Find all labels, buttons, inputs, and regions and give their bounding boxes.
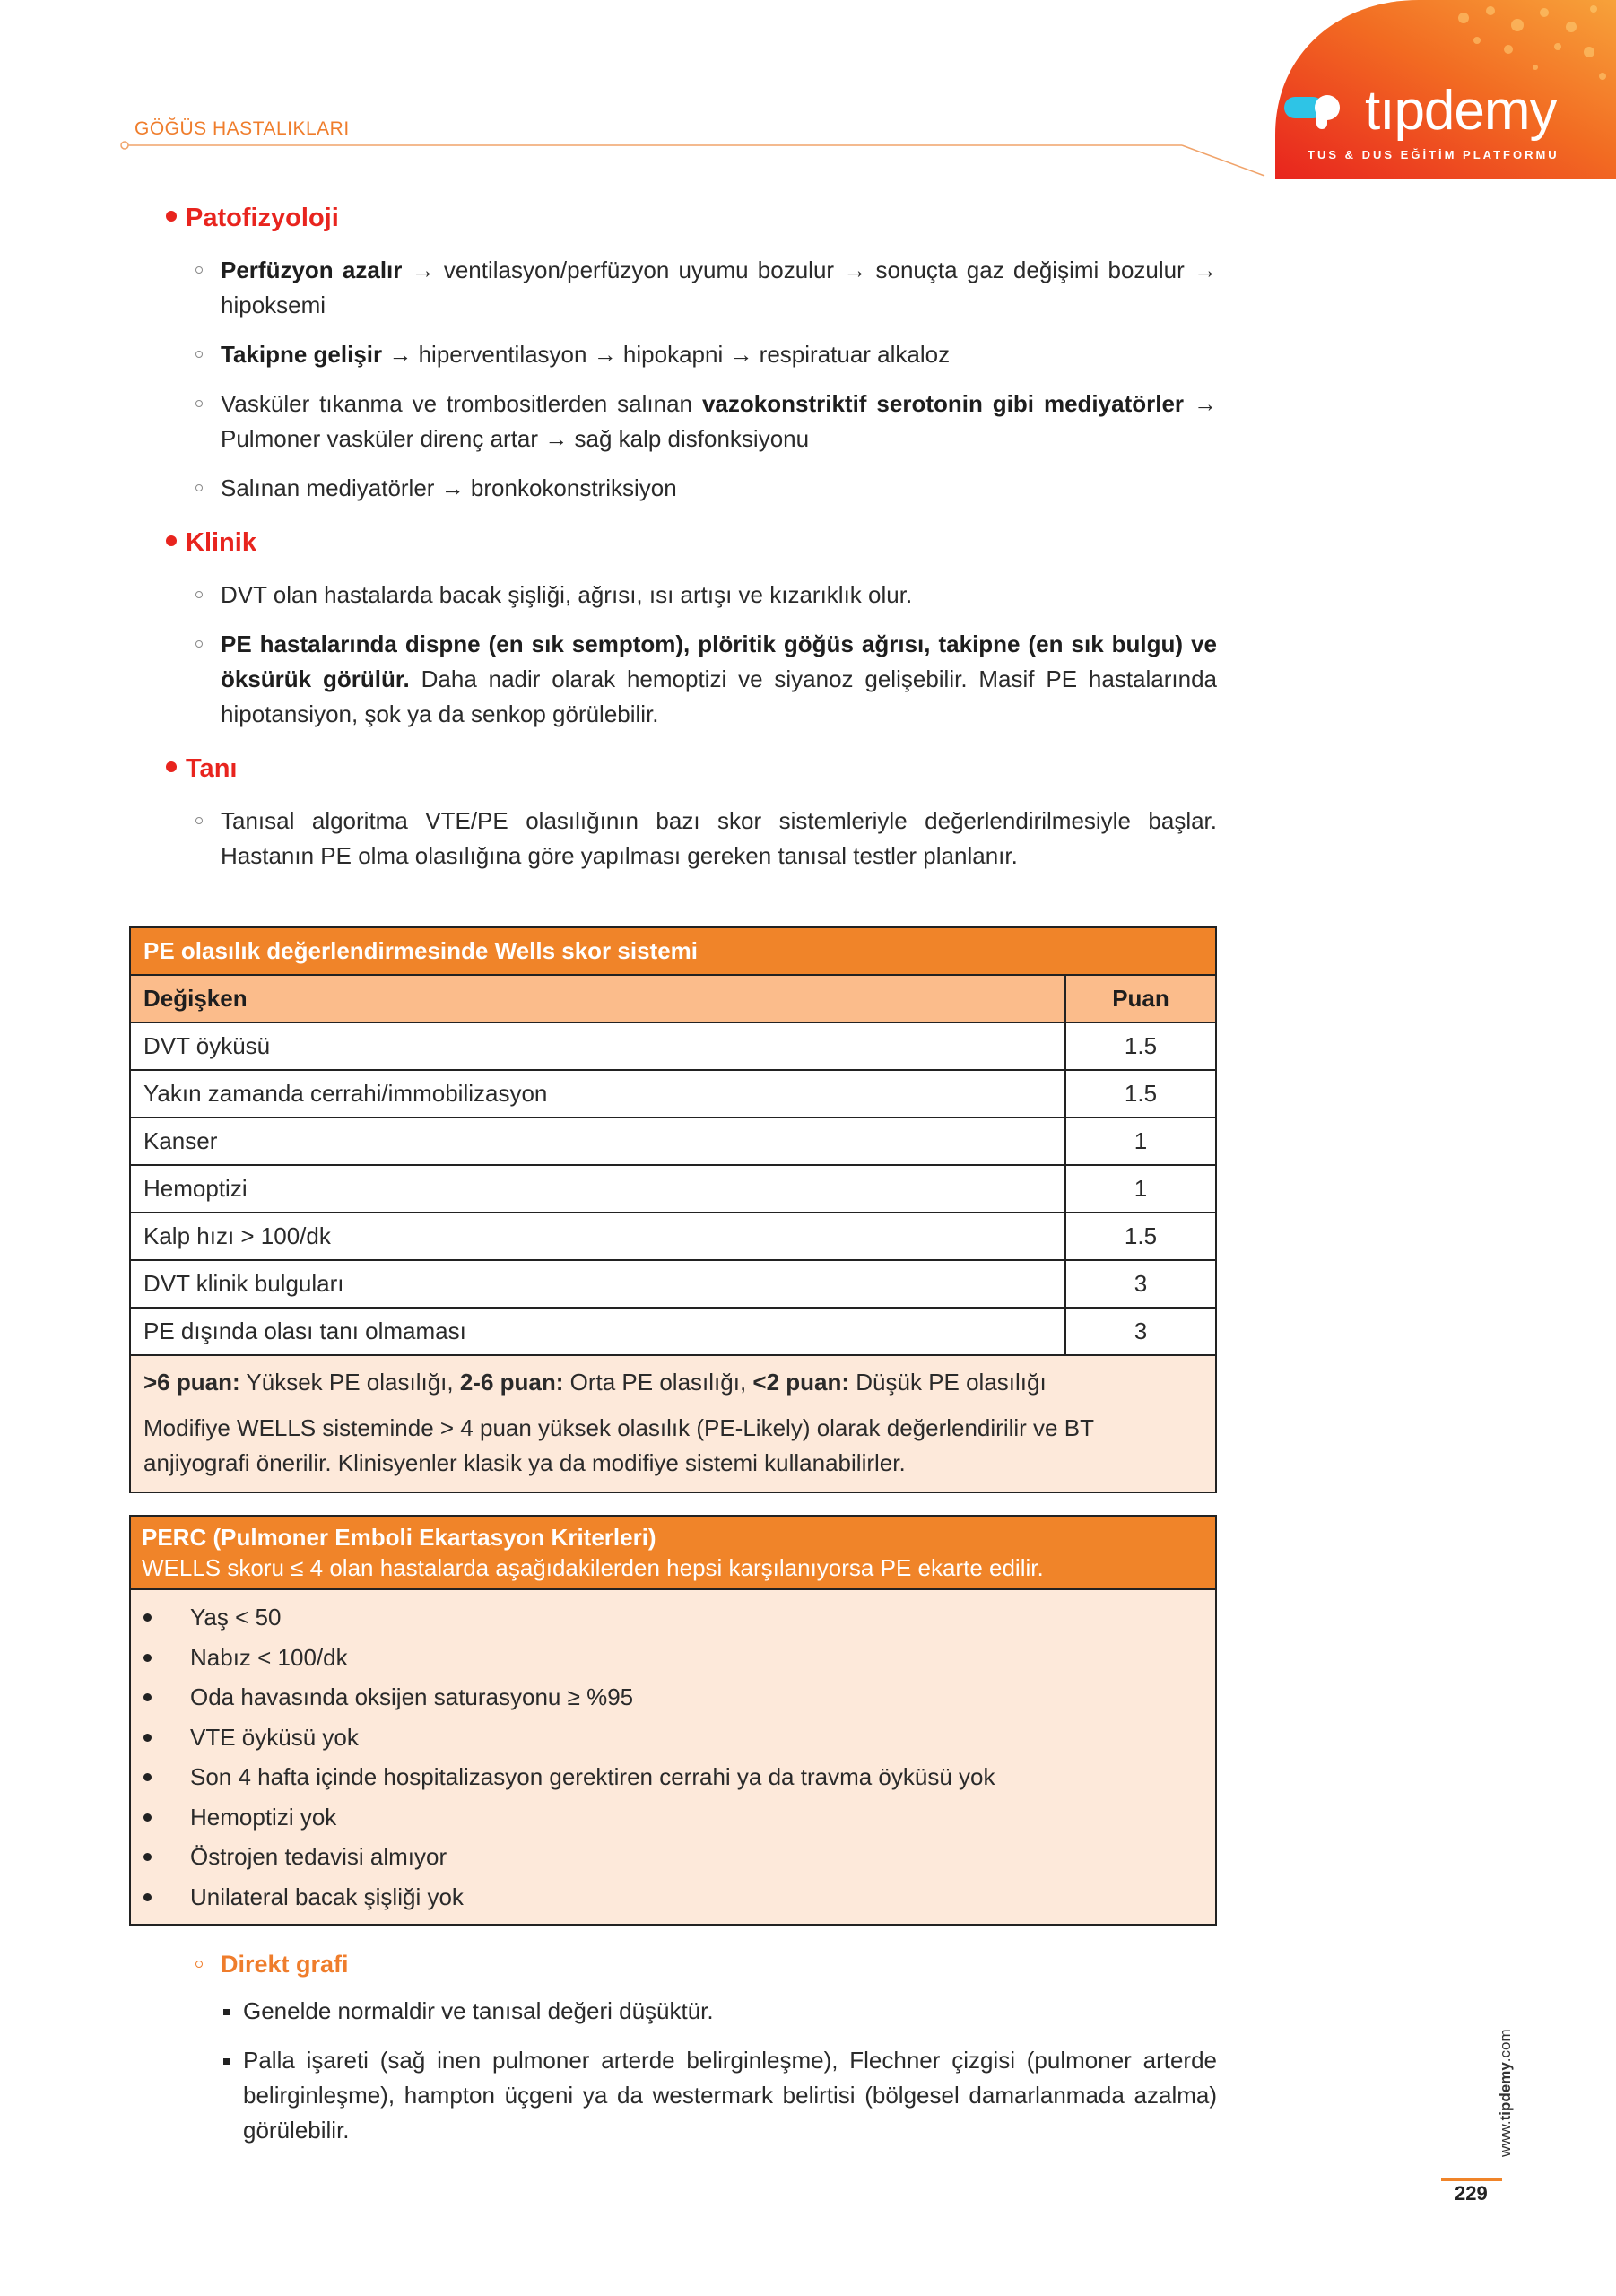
list-item: Nabız < 100/dk	[131, 1638, 1215, 1678]
list-item: Takipne gelişir → hiperventilasyon → hipokapni → respiratuar alkaloz	[166, 337, 1217, 372]
table-row: Yakın zamanda cerrahi/immobilizasyon 1.5	[130, 1070, 1216, 1118]
table-row: Kalp hızı > 100/dk 1.5	[130, 1213, 1216, 1260]
heading-bullet	[166, 211, 177, 222]
patofizyoloji-list	[166, 253, 1217, 506]
list-item: Östrojen tedavisi almıyor	[131, 1837, 1215, 1877]
list-item: Yaş < 50	[131, 1597, 1215, 1638]
brand-logo-icon	[1284, 88, 1365, 133]
list-item: Palla işareti (sağ inen pulmoner arterde belirginleşme), Flechner çizgisi (pulmoner arterde belirginleşme), hampton üçgeni ya da westermark belirtisi (bölgesel damarlanmada azalma) görülebilir.	[166, 2043, 1217, 2148]
brand-name: tıpdemy	[1365, 80, 1557, 142]
table-row: PE dışında olası tanı olmaması 3	[130, 1308, 1216, 1355]
section-heading-patofizyoloji: Patofizyoloji	[166, 199, 1217, 237]
table-footnote	[130, 1355, 1216, 1492]
main-content	[166, 199, 1217, 891]
list-item: DVT olan hastalarda bacak şişliği, ağrısı, ısı artışı ve kızarıklık olur.	[166, 578, 1217, 613]
list-item: Oda havasında oksijen saturasyonu ≥ %95	[131, 1677, 1215, 1718]
list-item: PE hastalarında dispne (en sık semptom), plöritik göğüs ağrısı, takipne (en sık bulgu) ve öksürük görülür. Daha nadir olarak hemoptizi ve siyanoz gelişebilir. Masif PE hastalarında hipotansiyon, şok ya da senkop görülebilir.	[166, 627, 1217, 732]
list-item: Perfüzyon azalır → ventilasyon/perfüzyon uyumu bozulur → sonuçta gaz değişimi bozulur → hipoksemi	[166, 253, 1217, 323]
heading-bullet	[166, 535, 177, 546]
section-heading-tani: Tanı	[166, 750, 1217, 787]
column-header-variable: Değişken	[130, 975, 1065, 1022]
section-heading-klinik: Klinik	[166, 524, 1217, 561]
list-item: VTE öyküsü yok	[131, 1718, 1215, 1758]
table-row: DVT öyküsü 1.5	[130, 1022, 1216, 1070]
heading-bullet	[166, 761, 177, 772]
perc-list	[131, 1597, 1215, 1917]
direkt-grafi-list	[166, 1994, 1217, 2148]
list-item: Unilateral bacak şişliği yok	[131, 1877, 1215, 1918]
perc-criteria-box	[129, 1515, 1217, 1926]
list-item: Salınan mediyatörler → bronkokonstriksiyon	[166, 471, 1217, 506]
perc-title: PERC (Pulmoner Emboli Ekartasyon Kriterleri)	[142, 1524, 656, 1551]
perc-subtitle: WELLS skoru ≤ 4 olan hastalarda aşağıdakilerden hepsi karşılanıyorsa PE ekarte edilir.	[142, 1554, 1044, 1581]
tani-list	[166, 804, 1217, 874]
list-item: Genelde normaldir ve tanısal değeri düşüktür.	[166, 1994, 1217, 2029]
modified-wells-note: Modifiye WELLS sisteminde > 4 puan yüksek olasılık (PE-Likely) olarak değerlendirilir ve BT anjiyografi önerilir. Klinisyenler klasik ya da modifiye sistemi kullanabilirler.	[143, 1414, 1094, 1476]
perc-header	[131, 1517, 1215, 1590]
list-item: Vasküler tıkanma ve trombositlerden salınan vazokonstriktif serotonin gibi mediyatörler → Pulmoner vasküler direnç artar → sağ kalp disfonksiyonu	[166, 387, 1217, 457]
score-interpretation: >6 puan: Yüksek PE olasılığı, 2-6 puan: Orta PE olasılığı, <2 puan: Düşük PE olasılığı	[143, 1369, 1047, 1396]
section-label: GÖĞÜS HASTALIKLARI	[135, 118, 350, 139]
column-header-score: Puan	[1065, 975, 1216, 1022]
table-row: DVT klinik bulguları 3	[130, 1260, 1216, 1308]
table-title: PE olasılık değerlendirmesinde Wells skor sistemi	[130, 927, 1216, 975]
subheading-direkt-grafi: Direkt grafi	[166, 1945, 1217, 1983]
page-number-rule	[1441, 2178, 1502, 2181]
wells-score-table	[129, 926, 1217, 1493]
brand-tagline: TUS & DUS EĞİTİM PLATFORMU	[1308, 148, 1560, 161]
list-item: Hemoptizi yok	[131, 1797, 1215, 1838]
list-item: Tanısal algoritma VTE/PE olasılığının bazı skor sistemleriyle değerlendirilmesiyle başlar. Hastanın PE olma olasılığına göre yapılması gereken tanısal testler planlanır.	[166, 804, 1217, 874]
direkt-grafi-section	[166, 1945, 1217, 2162]
klinik-list	[166, 578, 1217, 732]
table-row: Kanser 1	[130, 1118, 1216, 1165]
page-number: 229	[1455, 2182, 1488, 2205]
table-row: Hemoptizi 1	[130, 1165, 1216, 1213]
site-url: www.tipdemy.com	[1497, 2029, 1514, 2157]
list-item: Son 4 hafta içinde hospitalizasyon gerektiren cerrahi ya da travma öyküsü yok	[131, 1757, 1215, 1797]
